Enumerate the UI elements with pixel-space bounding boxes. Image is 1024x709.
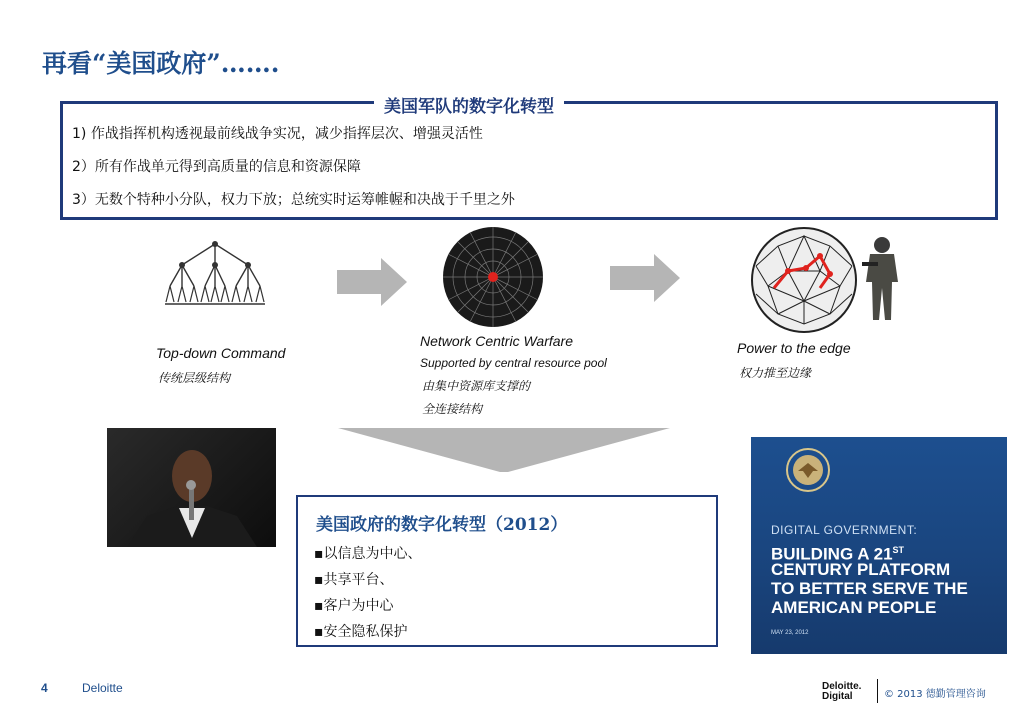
stage-1-subtitle: 传统层级结构 — [158, 371, 231, 385]
stage-2-title: Network Centric Warfare — [420, 333, 574, 349]
right-arrow-icon — [337, 258, 407, 306]
government-bullet-1: ▪以信息为中心、 — [314, 546, 422, 562]
hierarchy-tree-icon — [160, 240, 270, 308]
stage-3-title: Power to the edge — [737, 340, 851, 356]
cover-date: MAY 23, 2012 — [771, 630, 809, 636]
military-point-3: 3）无数个特种小分队，权力下放；总统实时运筹帷幄和决战于千里之外 — [72, 192, 515, 208]
stage-2-subtitle-2: 全连接结构 — [422, 402, 483, 416]
speaker-photo — [107, 428, 276, 547]
stage-3-subtitle: 权力推至边缘 — [739, 366, 812, 380]
government-bullet-2: ▪共享平台、 — [314, 572, 394, 588]
government-bullet-4: ▪安全隐私保护 — [314, 624, 408, 640]
government-bullet-3: ▪客户为中心 — [314, 598, 394, 614]
network-sphere-icon — [440, 224, 546, 330]
page-title: 再看“美国政府”……. — [42, 49, 280, 78]
cover-title-line-1: BUILDING A 21ST — [771, 544, 905, 564]
cover-title-line-3: TO BETTER SERVE THE — [771, 579, 968, 598]
down-funnel-arrow-icon — [338, 428, 670, 472]
deloitte-digital-logo: Deloitte. Digital — [822, 681, 862, 702]
military-point-2: 2）所有作战单元得到高质量的信息和资源保障 — [72, 159, 361, 175]
cover-title-line-2: CENTURY PLATFORM — [771, 560, 951, 579]
cover-title-line-4: AMERICAN PEOPLE — [771, 598, 937, 617]
stage-2-note: Supported by central resource pool — [420, 356, 607, 370]
copyright-notice: © 2013 德勤管理咨询 — [884, 689, 986, 700]
digital-government-report-cover — [751, 437, 1007, 654]
footer-brand: Deloitte — [82, 681, 123, 695]
stage-1-title: Top-down Command — [156, 345, 286, 361]
military-box-heading: 美国军队的数字化转型 — [374, 92, 564, 117]
footer-divider — [877, 679, 878, 703]
soldier-icon — [860, 236, 904, 322]
military-point-1: 1) 作战指挥机构透视最前线战争实况，减少指挥层次、增强灵活性 — [72, 126, 483, 142]
government-box-heading: 美国政府的数字化转型（2012） — [316, 515, 568, 535]
page-number: 4 — [41, 681, 48, 695]
presidential-seal-icon — [785, 447, 831, 493]
right-arrow-icon — [610, 254, 680, 302]
cover-kicker: DIGITAL GOVERNMENT: — [771, 523, 918, 537]
stage-2-subtitle-1: 由集中资源库支撑的 — [422, 379, 531, 393]
geodesic-sphere-icon — [748, 226, 860, 334]
